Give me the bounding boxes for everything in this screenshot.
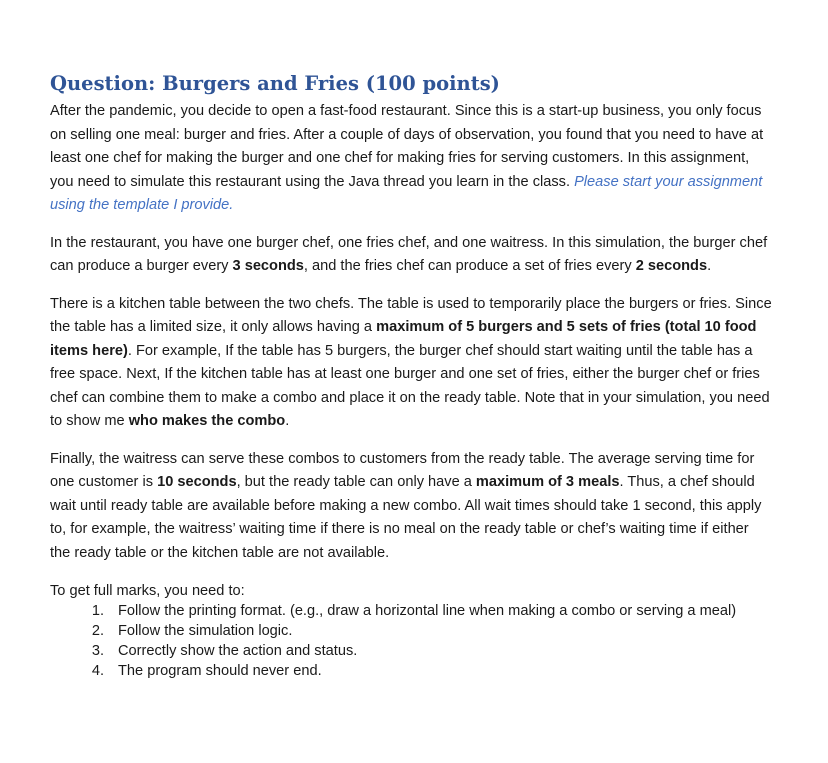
list-number: 4. [91,663,104,679]
list-number: 3. [91,643,104,659]
staff-text-a: In the restaurant, you have one burger chef, one fries chef, and one waitress. In this simulation, the burger chef can produce a burger every [50,234,768,274]
paragraph-intro [50,100,772,218]
staff-text-c: , and the fries chef can produce a set of fries every [303,258,636,274]
paragraph-kitchen-table [50,293,772,434]
paragraph-staff [50,232,772,279]
list-item [50,621,772,641]
list-text: The program should never end. [118,663,322,679]
serving-time: 10 seconds [157,474,237,490]
kitchen-text-c: . For example, If the table has 5 burgers, the burger chef should start waiting until the table has a free space. Next, If the kitchen table has at least one burger and one set of fries, either the burger chef or fries chef can combine them to make a combo and place it on the ready table. Note that in your simulation, you need to show me [50,342,770,429]
list-item [50,661,772,681]
staff-text-d: . [707,258,712,274]
question-title: Question: Burgers and Fries (100 points) [50,72,500,95]
burger-time: 3 seconds [232,258,304,274]
template-note: Please start your assignment using the template I provide. [50,173,763,213]
fries-time: 2 seconds [635,258,708,274]
waitress-text-d: . Thus, a chef should wait until ready table are available before making a new combo. All wait times should take 1 second, this apply to, for example, the waitress’ waiting time if there is no meal on the ready table or chef’s waiting time if either the ready table or the kitchen table are not available. [50,474,762,561]
kitchen-text-d: . [285,413,290,429]
combo-maker-note: who makes the combo [128,413,286,429]
list-number: 2. [91,623,104,639]
paragraph-waitress [50,448,772,566]
document-content [50,72,772,681]
kitchen-text-a: There is a kitchen table between the two chefs. The table is used to temporarily place the burgers or fries. Since the table has a limited size, it only allows having a [50,295,772,335]
kitchen-capacity: maximum of 5 burgers and 5 sets of fries (total 10 food items here) [50,319,757,359]
requirements-intro: To get full marks, you need to: [50,583,245,599]
waitress-text-a: Finally, the waitress can serve these combos to customers from the ready table. The average serving time for one customer is [50,450,755,490]
ready-table-capacity: maximum of 3 meals [475,474,620,490]
list-number: 1. [91,603,104,619]
list-item [50,601,772,621]
list-item [50,641,772,661]
list-text: Follow the simulation logic. [118,623,293,639]
intro-text: After the pandemic, you decide to open a fast-food restaurant. Since this is a start-up business, you only focus on selling one meal: burger and fries. After a couple of days of observation, you found that you need to have at least one chef for making the burger and one chef for making fries for serving customers. In this assignment, you need to simulate this restaurant using the Java thread you learn in the class. [50,103,764,190]
list-text: Correctly show the action and status. [118,643,358,659]
waitress-text-c: , but the ready table can only have a [236,474,476,490]
list-text: Follow the printing format. (e.g., draw a horizontal line when making a combo or serving a meal) [118,603,737,619]
requirements-list [50,601,772,681]
